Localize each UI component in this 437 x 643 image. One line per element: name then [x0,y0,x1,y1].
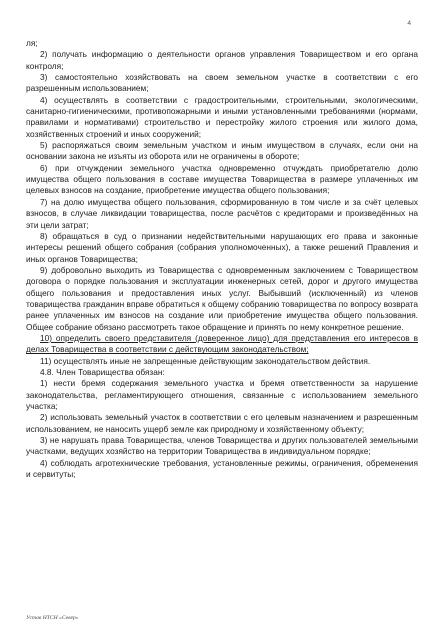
paragraph: ля; [26,38,38,48]
paragraph: 1) нести бремя содержания земельного участка и бремя ответственности за нарушение законодательства, регламентирующего отношения, связанные с использованием земельного участка; [26,378,418,411]
paragraph: 3) самостоятельно хозяйствовать на своем земельном участке в соответствии с его разрешенным использованием; [26,72,418,94]
paragraph: 10) определить своего представителя (доверенное лицо) для представления его интересов в делах Товарищества в соответствии с действующим законодательством; [26,332,418,355]
paragraph: 6) при отчуждении земельного участка одновременно отчуждать приобретателю долю имущества общего пользования в составе имущества Товарищества в размере уплаченных им целевых взносов на создание, приобретение имущества общего пользования; [26,162,418,196]
paragraph: 3) не нарушать права Товарищества, членов Товарищества и других пользователей земельными участками, ведущих хозяйство на территории Товарищества в индивидуальном порядке; [26,435,418,457]
page-number: 4 [407,20,411,27]
paragraph: 11) осуществлять иные не запрещенные действующим законодательством действия. [40,355,371,366]
paragraph: 8) обращаться в суд о признании недействительными нарушающих его права и законные интересы решений общего собрания (собрания уполномоченных), а также решений Правления и иных органов Товарищества; [26,230,418,264]
footer-note: Устав НТСН «Север» [26,615,79,621]
document-body [26,38,418,480]
paragraph: 4) соблюдать агротехнические требования, установленные режимы, ограничения, обременения и сервитуты; [26,457,418,480]
paragraph: 9) добровольно выходить из Товарищества с одновременным заключением с Товариществом договора о порядке пользования и эксплуатации инженерных сетей, дорог и другого имущества общего пользования и предоставления иных услуг. Выбывший (исключенный) из членов товарищества гражданин вправе обратиться к общему собранию товарищества по вопросу возврата ранее уплаченных им взносов на создание или приобретение имущества общего пользования. Общее собрание обязано рассмотреть такое обращение и принять по нему конкретное решение. [26,264,418,332]
paragraph: 2) использовать земельный участок в соответствии с его целевым назначением и разрешенным использованием, не наносить ущерб земле как природному и хозяйственному объекту; [26,412,418,434]
paragraph: 5) распоряжаться своим земельным участком и иным имуществом в случаях, если они на основании закона не изъяты из оборота или не ограничены в обороте; [26,140,418,162]
paragraph: 7) на долю имущества общего пользования, сформированную в том числе и за счёт целевых взносов, в случае ликвидации товарищества, после расчётов с кредиторами и произведённых на эти цели затрат; [26,196,418,230]
paragraph: 4) осуществлять в соответствии с градостроительными, строительными, экологическими, санитарно-гигиеническими, противопожарными и иными установленными требованиями (нормами, правилами и нормативами) строительство и перестройку жилого строения или жилого дома, хозяйственных строений и иных сооружений; [26,94,418,139]
paragraph: 2) получать информацию о деятельности органов управления Товариществом и его органа контроля; [26,49,418,71]
paragraph: 4.8. Член Товарищества обязан: [40,366,165,377]
